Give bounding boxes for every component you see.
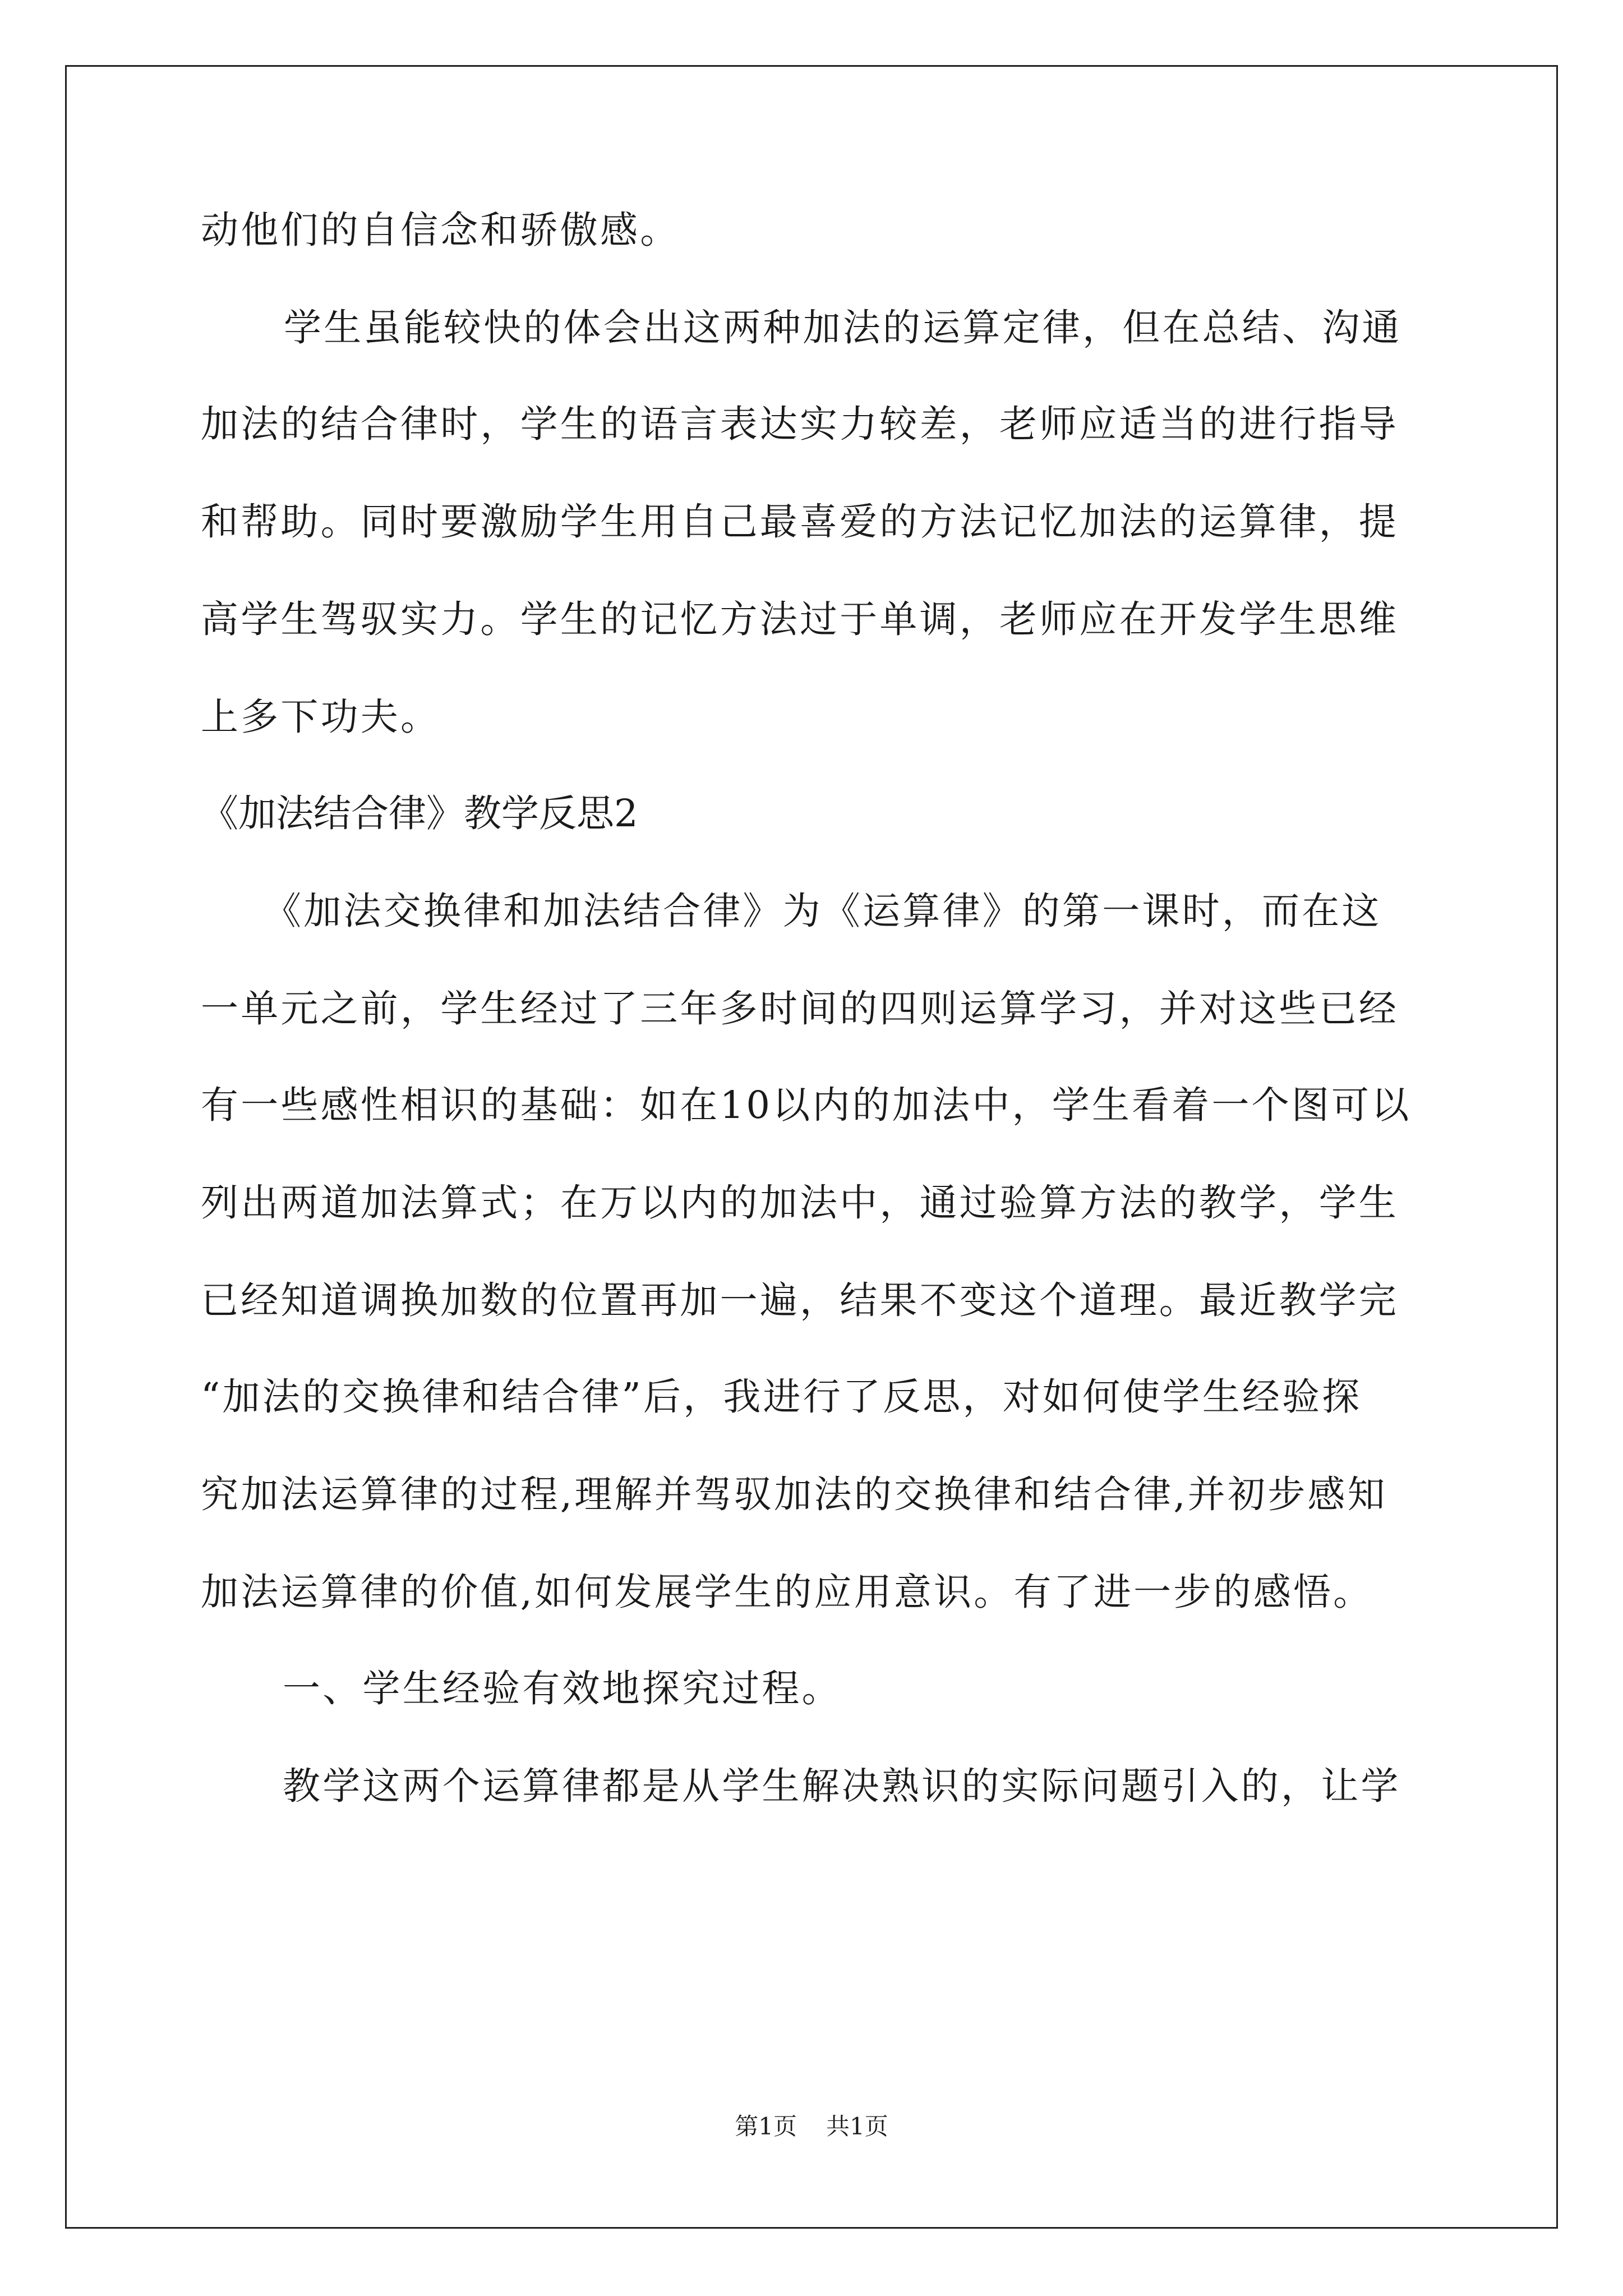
paragraph-line: 动他们的自信念和骄傲感。 xyxy=(201,208,680,252)
paragraph-line: 究加法运算律的过程,理解并驾驭加法的交换律和结合律,并初步感知 xyxy=(201,1473,1387,1516)
paragraph-line: 已经知道调换加数的位置再加一遍，结果不变这个道理。最近教学完 xyxy=(201,1278,1399,1322)
paragraph-line: 和帮助。同时要激励学生用自己最喜爱的方法记忆加法的运算律，提 xyxy=(201,500,1399,544)
paragraph-line: “加法的交换律和结合律”后，我进行了反思，对如何使学生经验探 xyxy=(201,1375,1362,1419)
page-number: 第1页 xyxy=(735,2113,797,2140)
paragraph-line: 高学生驾驭实力。学生的记忆方法过于单调，老师应在开发学生思维 xyxy=(201,597,1399,641)
paragraph-line: 上多下功夫。 xyxy=(201,695,441,739)
paragraph-line: 学生虽能较快的体会出这两种加法的运算定律，但在总结、沟通 xyxy=(284,306,1402,349)
section-heading: 《加法结合律》教学反思2 xyxy=(201,792,638,835)
paragraph-line: 一单元之前，学生经过了三年多时间的四则运算学习，并对这些已经 xyxy=(201,987,1399,1030)
paragraph-line: 加法运算律的价值,如何发展学生的应用意识。有了进一步的感悟。 xyxy=(201,1570,1373,1614)
paragraph-line: 有一些感性相识的基础：如在10以内的加法中，学生看着一个图可以 xyxy=(201,1083,1412,1127)
page-footer xyxy=(0,2113,1623,2141)
paragraph-line: 一、学生经验有效地探究过程。 xyxy=(283,1667,842,1710)
page-total: 共1页 xyxy=(826,2113,888,2140)
paragraph-line: 教学这两个运算律都是从学生解决熟识的实际问题引入的，让学 xyxy=(283,1764,1401,1808)
paragraph-line: 《加法交换律和加法结合律》为《运算律》的第一课时，而在这 xyxy=(264,889,1382,933)
paragraph-line: 列出两道加法算式；在万以内的加法中，通过验算方法的教学，学生 xyxy=(201,1181,1399,1225)
paragraph-line: 加法的结合律时，学生的语言表达实力较差，老师应适当的进行指导 xyxy=(201,402,1399,446)
page-border xyxy=(65,65,1558,2229)
